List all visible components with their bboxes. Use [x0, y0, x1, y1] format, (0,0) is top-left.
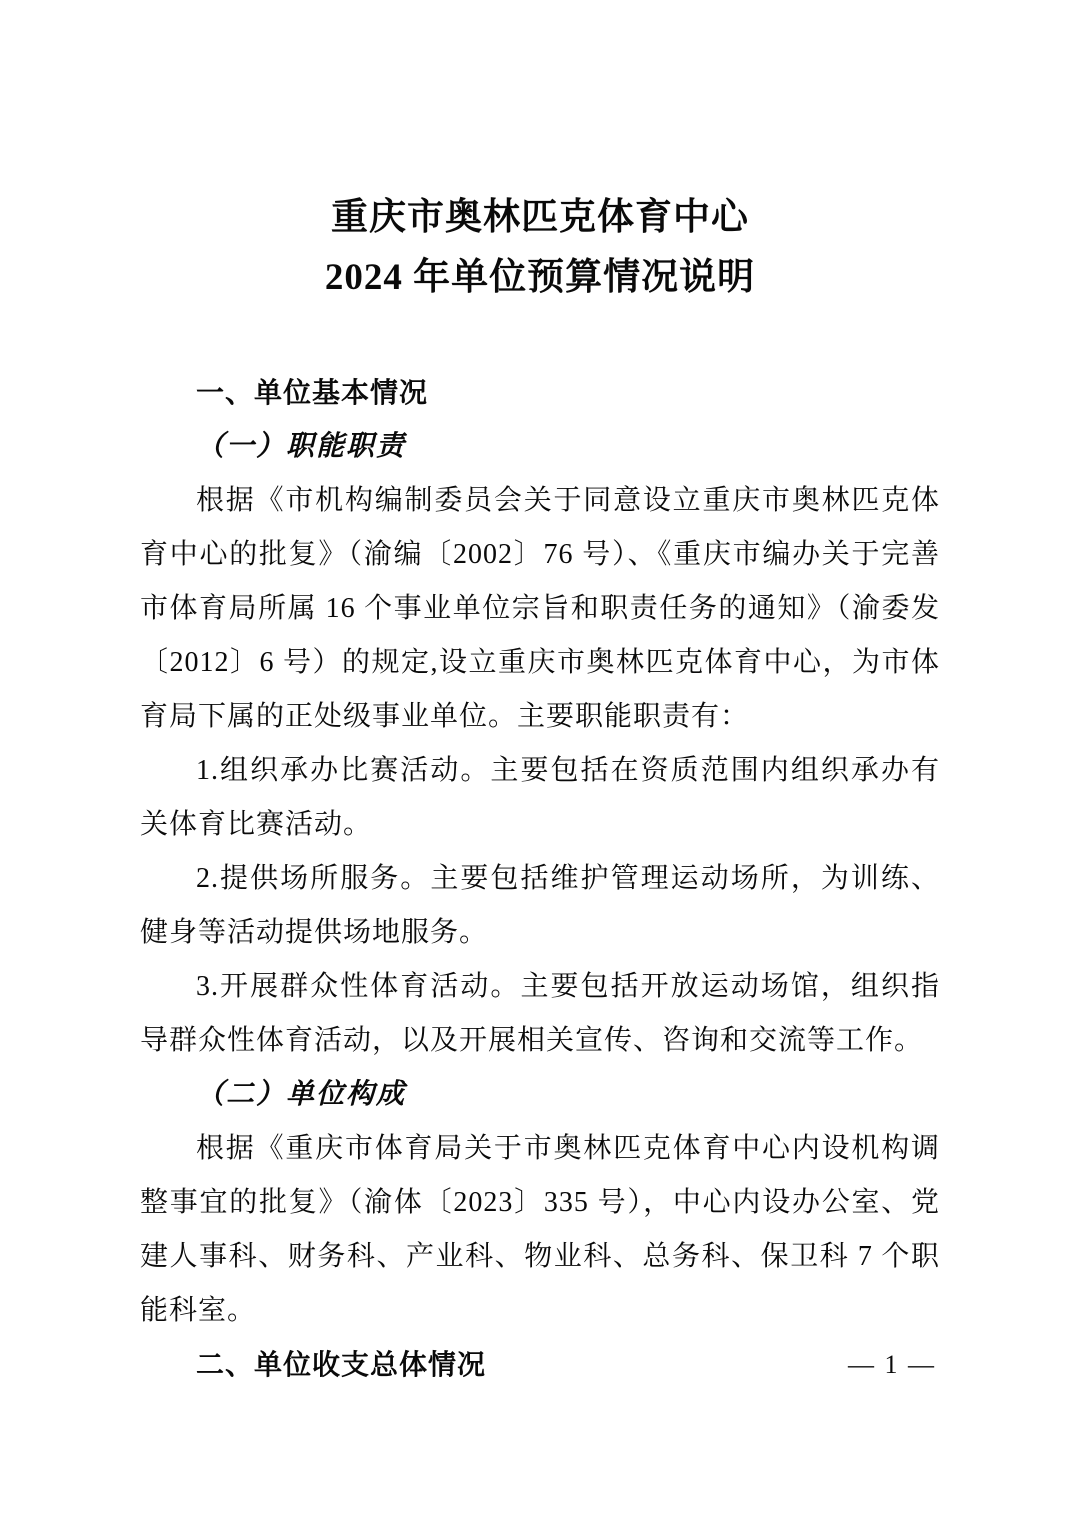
section-heading-basic-info: 一、单位基本情况	[196, 377, 429, 408]
paragraph-internal-departments: 根据《重庆市体育局关于市奥林匹克体育中心内设机构调整事宜的批复》（渝体〔2023〕335 号），中心内设办公室、党建人事科、财务科、产业科、物业科、总务科、保卫科 7 个职能科室。	[140, 1133, 940, 1326]
subsection-heading-unit-composition: （二）单位构成	[196, 1079, 407, 1110]
paragraph-duty-1-competitions: 1.组织承办比赛活动。主要包括在资质范围内组织承办有关体育比赛活动。	[140, 755, 940, 840]
subsection-heading-functions: （一）职能职责	[196, 431, 407, 462]
section-heading-revenue-expenditure: 二、单位收支总体情况	[196, 1349, 487, 1380]
paragraph-establishment-basis: 根据《市机构编制委员会关于同意设立重庆市奥林匹克体育中心的批复》（渝编〔2002〕76 号）、《重庆市编办关于完善市体育局所属 16 个事业单位宗旨和职责任务的通知》（渝委发〔2012〕6 号）的规定,设立重庆市奥林匹克体育中心，为市体育局下属的正处级事业单位。主要职能职责有：	[140, 485, 940, 732]
paragraph-duty-2-venue-services: 2.提供场所服务。主要包括维护管理运动场所，为训练、健身等活动提供场地服务。	[140, 863, 940, 948]
document-title-line1: 重庆市奥林匹克体育中心	[331, 197, 749, 238]
page-number: — 1 —	[848, 1350, 936, 1379]
document-title-line2: 2024 年单位预算情况说明	[324, 257, 756, 298]
paragraph-duty-3-mass-sports: 3.开展群众性体育活动。主要包括开放运动场馆，组织指导群众性体育活动，以及开展相关宣传、咨询和交流等工作。	[140, 971, 940, 1056]
